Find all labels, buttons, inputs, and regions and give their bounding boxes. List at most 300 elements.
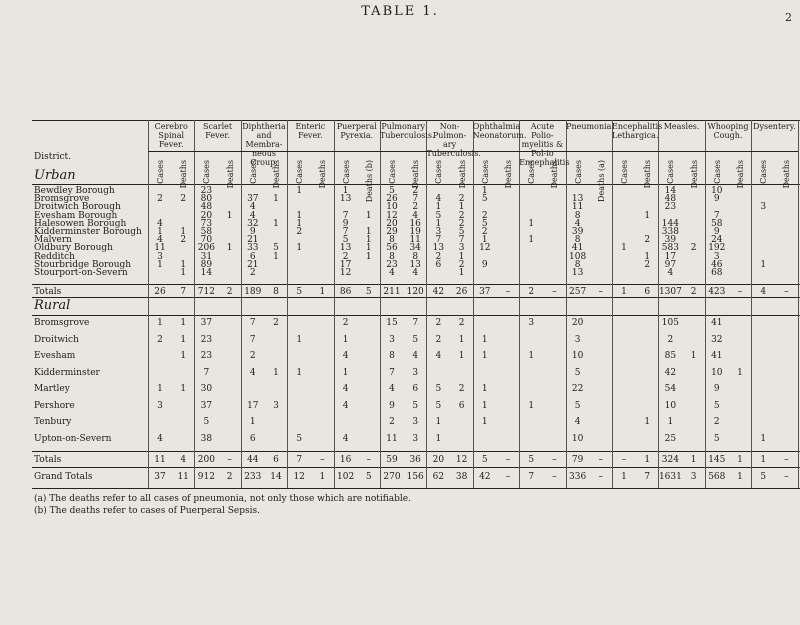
column-group-header: Ophthalmia Neonatorum. [472,122,527,140]
table-cell: 1 [296,243,303,254]
table-cell: 6 [249,251,256,262]
table-cell: 7 [528,472,535,482]
cases-subheader: Cases [156,160,165,184]
deaths-subheader: Deaths [179,160,189,189]
table-cell: 1 [644,210,651,221]
table-cell: 1 [435,218,442,229]
table-cell: 4 [157,433,163,444]
table-cell: – [621,455,627,465]
column-group-header: Acute Polio-myelitis & Pol-io Encephalitis [519,122,570,167]
table-cell: 8 [389,251,395,262]
table-cell: 13 [571,268,584,278]
table-cell: 2 [412,186,419,196]
table-cell: 7 [389,367,395,378]
table-cell: 1 [157,384,163,394]
table-row: Droitwich [34,334,79,345]
table-cell: 7 [342,210,349,221]
table-cell: 1 [737,472,743,482]
table-cell: 1 [481,417,488,427]
table-cell: 10 [711,186,723,196]
table-cell: 56 [386,243,398,254]
table-cell: 8 [574,210,581,221]
table-cell: 7 [458,235,465,246]
table-cell: 1 [458,202,465,213]
cases-subheader: Cases [434,160,444,184]
table-cell: 5 [273,243,279,254]
table-cell: – [320,455,325,465]
table-cell: 4 [157,218,163,229]
table-cell: – [505,472,511,482]
table-cell: 1 [342,186,349,196]
column-group-header: Scarlet Fever. [203,122,233,140]
table-cell: 14 [270,472,282,482]
deaths-subheader: Deaths [643,160,653,189]
table-cell: 8 [389,235,395,246]
table-cell: 6 [458,400,465,411]
footnote-text: The deaths refer to cases of Puerperal Sepsis. [49,506,260,516]
table-cell: 5 [435,400,442,411]
table-cell: 39 [571,227,584,237]
table-cell: 2 [690,287,697,297]
table-cell: 20 [432,455,445,465]
table-cell: 5 [713,400,720,411]
table-cell: 6 [249,433,256,444]
table-cell: 36 [409,455,421,465]
table-cell: 4 [574,218,581,229]
table-cell: 1 [760,433,767,444]
table-cell: 156 [406,472,424,482]
table-cell: 44 [247,455,259,465]
table-row: Evesham [34,351,76,361]
table-cell: 2 [435,251,442,262]
table-cell: 10 [571,351,584,361]
table-cell: 4 [342,351,349,361]
table-cell: 20 [200,210,213,221]
table-cell: 4 [667,268,674,278]
footnote-b [34,506,260,516]
table-cell: 6 [435,259,442,270]
table-cell: 7 [296,455,303,465]
table-cell: 1 [435,202,442,213]
table-cell: 3 [458,243,465,254]
table-cell: 23 [386,259,398,270]
table-cell: 1 [760,259,767,270]
table-cell: 1 [226,243,233,254]
table-cell: 26 [386,194,398,205]
table-cell: 9 [713,384,720,394]
table-cell: 2 [713,417,720,427]
table-cell: 5 [481,194,488,205]
table-cell: 2 [458,210,465,221]
table-cell: 1 [365,243,372,254]
table-cell: 38 [455,472,468,482]
table-cell: 6 [412,384,419,394]
table-cell: 97 [664,259,677,270]
table-cell: 2 [226,472,233,482]
table-cell: 3 [273,400,279,411]
table-cell: 7 [249,318,256,328]
table-cell: – [505,455,511,465]
table-cell: – [552,472,557,482]
table-cell: 2 [458,194,465,205]
deaths-subheader: Deaths [272,160,281,189]
table-cell: 62 [432,472,445,482]
table-cell: 1 [180,268,187,278]
table-cell: 1 [180,384,187,394]
table-cell: 24 [711,235,723,246]
table-cell: 2 [249,268,256,278]
deaths-subheader: Deaths (a) [596,160,606,202]
table-cell: 2 [157,194,163,205]
table-cell: 4 [180,455,187,465]
table-cell: 9 [713,227,720,237]
table-cell: 105 [661,318,679,328]
table-cell: 46 [711,259,723,270]
table-cell: 58 [711,218,723,229]
table-cell: 2 [458,318,465,328]
table-cell: 33 [247,243,259,254]
table-cell: 31 [200,251,213,262]
cases-subheader: Cases [480,160,490,184]
table-cell: 80 [200,194,213,205]
table-cell: 14 [664,186,677,196]
cases-subheader: Cases [202,160,212,184]
table-cell: 338 [661,227,679,237]
table-cell: 1 [528,400,535,411]
cases-subheader: Cases [620,160,629,184]
table-cell: 1 [690,455,697,465]
table-cell: 48 [664,194,677,205]
table-cell: 1 [342,334,349,345]
table-cell: 41 [571,243,584,254]
table-cell: 912 [197,472,215,482]
table-cell: 4 [342,400,349,411]
column-group-header: Encephalitis Lethargica. [612,122,663,140]
table-cell: 17 [339,259,352,270]
table-cell: 17 [247,400,259,411]
table-cell: 10 [711,367,723,378]
table-cell: 8 [412,251,419,262]
table-cell: 1 [180,351,187,361]
table-row: Kidderminster [34,367,100,378]
table-cell: 1 [365,210,372,221]
table-cell: 1 [180,227,187,237]
table-cell: – [552,287,557,297]
table-cell: 9 [713,194,720,205]
table-cell: 4 [412,268,419,278]
table-cell: 79 [571,455,584,465]
table-cell: 7 [412,318,419,328]
table-cell: 1 [435,417,442,427]
table-cell: 3 [157,400,163,411]
table-cell: 12 [386,210,398,221]
table-cell: 25 [664,433,677,444]
table-cell: 4 [412,210,419,221]
table-cell: 30 [200,384,213,394]
table-cell: – [366,455,372,465]
table-cell: 1 [342,367,349,378]
table-cell: 68 [711,268,723,278]
table-cell: 4 [249,202,256,213]
urban-label: Urban [34,168,76,183]
table-row: Evesham Borough [34,210,118,221]
table-cell: 3 [412,433,419,444]
table-cell: 1 [621,472,627,482]
table-cell: 2 [458,384,465,394]
table-cell: 1 [458,268,465,278]
table-cell: 3 [528,318,535,328]
column-group-header: Puerperal Pyrexia. [336,122,377,140]
column-group-header: Pulmonary Tuberculosis. [380,122,435,140]
column-group-header: Whooping Cough. [707,122,749,140]
table-cell: – [552,455,557,465]
table-cell: 5 [458,227,465,237]
table-cell: 2 [226,287,233,297]
table-cell: 4 [389,384,395,394]
table-cell: 1 [737,367,743,378]
table-cell: 1 [180,259,187,270]
table-cell: 13 [339,243,352,254]
table-cell: 1 [157,259,163,270]
table-cell: 58 [200,227,213,237]
table-cell: 10 [386,202,398,213]
table-cell: 1 [226,210,233,221]
table-cell: 1 [528,218,535,229]
table-cell: 12 [293,472,305,482]
table-cell: 2 [180,194,187,205]
table-cell: 3 [389,334,395,345]
table-cell: 89 [200,259,213,270]
deaths-subheader: Deaths (b) [364,160,374,203]
table-cell: 7 [435,235,442,246]
table-cell: 6 [644,287,651,297]
table-row: Bewdley Borough [34,186,115,196]
table-cell: 1 [760,455,767,465]
footnote-mark: (a) [34,494,47,504]
table-cell: 4 [342,384,349,394]
cases-subheader: Cases [759,160,769,184]
deaths-subheader: Deaths [411,160,421,189]
table-cell: 8 [574,259,581,270]
table-cell: 1 [481,235,488,246]
footnote-mark: (b) [34,506,47,516]
table-cell: 108 [569,251,587,262]
table-cell: 5 [481,218,488,229]
deaths-subheader: Deaths [457,160,467,189]
table-cell: 7 [342,227,349,237]
table-cell: 270 [383,472,401,482]
table-cell: 1 [319,472,326,482]
table-cell: 1 [296,186,303,196]
deaths-subheader: Deaths [318,160,328,189]
table-cell: 1 [273,251,279,262]
table-cell: 1 [157,227,163,237]
table-row: Oldbury Borough [34,243,113,254]
table-cell: 16 [409,218,421,229]
table-cell: 2 [435,318,442,328]
table-cell: 1 [296,218,303,229]
table-cell: 7 [203,367,210,378]
table-cell: 324 [661,455,679,465]
subheader-rule [148,151,798,152]
table-cell: 1 [180,318,187,328]
table-cell: 13 [571,194,584,205]
table-cell: 12 [455,455,468,465]
rural-totals-row: Totals [34,455,62,465]
table-cell: 1 [458,334,465,345]
table-cell: 7 [644,472,651,482]
table-cell: 1 [528,351,535,361]
cases-subheader: Cases [388,160,397,184]
table-cell: 42 [432,287,445,297]
table-row: Bromsgrove [34,194,90,205]
table-cell: 200 [197,455,215,465]
table-cell: 2 [644,235,651,246]
table-cell: 7 [249,334,256,345]
table-cell: 2 [528,287,535,297]
table-cell: 13 [432,243,445,254]
table-cell: – [505,287,511,297]
table-cell: 54 [664,384,677,394]
table-cell: 1 [481,351,488,361]
table-cell: 5 [435,384,442,394]
table-row: Halesowen Borough [34,218,127,229]
table-cell: 2 [458,218,465,229]
column-divider [473,120,474,488]
column-group-header: Non-Pulmon-ary Tuberculosis. [426,122,481,158]
column-divider [798,120,799,488]
table-cell: 1 [273,218,279,229]
table-cell: 1 [481,334,488,345]
table-cell: 1 [180,334,187,345]
table-row: Redditch [34,251,75,262]
table-row: Upton-on-Severn [34,433,112,444]
table-cell: 1 [296,334,303,345]
table-cell: 3 [690,472,697,482]
table-cell: 14 [200,268,213,278]
table-cell: 11 [154,243,166,254]
table-cell: 2 [157,334,163,345]
table-cell: 37 [479,287,491,297]
table-cell: 1 [644,455,651,465]
table-cell: 3 [157,251,163,262]
table-cell: 3 [412,417,419,427]
table-cell: 2 [458,259,465,270]
table-cell: 2 [435,334,442,345]
table-cell: 145 [708,455,726,465]
table-cell: 23 [200,351,213,361]
table-cell: 34 [409,243,421,254]
table-cell: 8 [273,287,279,297]
table-cell: 1 [273,367,279,378]
table-cell: 4 [249,210,256,221]
table-cell: 206 [197,243,215,254]
table-cell: 73 [200,218,213,229]
table-cell: 17 [664,251,677,262]
table-cell: 1 [621,243,627,254]
deaths-subheader: Deaths [782,160,792,189]
table-cell: 2 [644,259,651,270]
table-cell: 11 [177,472,189,482]
table-cell: 336 [569,472,587,482]
table-row: Tenbury [34,417,72,427]
table-cell: 70 [200,235,213,246]
deaths-subheader: Deaths [550,160,560,189]
table-cell: – [784,455,789,465]
table-row: Malvern [34,235,72,246]
table-cell: 3 [435,227,442,237]
district-header: District. [34,152,72,162]
table-cell: 1 [481,186,488,196]
table-cell: 2 [667,334,674,345]
table-cell: 5 [435,210,442,221]
table-cell: 5 [481,455,488,465]
cases-subheader: Cases [573,160,583,184]
table-cell: 233 [244,472,262,482]
table-cell: 26 [154,287,166,297]
table-cell: 12 [339,268,352,278]
cases-subheader: Cases [248,160,258,184]
table-cell: 12 [479,243,491,254]
deaths-subheader: Deaths [689,160,699,189]
table-cell: 5 [296,287,303,297]
table-cell: 48 [200,202,213,213]
table-cell: 3 [760,202,767,213]
table-cell: 7 [412,194,419,205]
table-cell: – [598,472,604,482]
table-cell: 4 [412,351,419,361]
table-cell: 29 [386,227,398,237]
table-cell: 2 [180,235,187,246]
table-cell: 1 [528,235,535,246]
table-cell: 1 [249,417,256,427]
table-row: Pershore [34,400,75,411]
table-cell: 2 [690,243,697,254]
table-cell: 4 [249,367,256,378]
table-cell: – [737,287,743,297]
table-cell: 102 [337,472,355,482]
table-cell: 5 [760,472,767,482]
table-cell: 37 [154,472,166,482]
table-cell: 13 [409,259,421,270]
table-row: Droitwich Borough [34,202,121,213]
grand-totals-row: Grand Totals [34,472,93,482]
deaths-subheader: Deaths [736,160,745,189]
table-cell: 26 [455,287,468,297]
table-cell: 15 [386,318,398,328]
table-cell: 22 [571,384,584,394]
table-cell: 2 [389,417,395,427]
table-cell: 9 [342,218,349,229]
footnote-text: The deaths refer to all cases of pneumonia, not only those which are notifiable. [49,494,411,504]
cases-subheader: Cases [712,160,722,184]
table-cell: 9 [481,259,488,270]
table-cell: 4 [389,268,395,278]
page-number: 2 [785,11,792,24]
table-cell: 41 [711,318,723,328]
cases-subheader: Cases [341,160,351,184]
table-cell: 13 [339,194,352,205]
table-cell: 1631 [658,472,682,482]
table-cell: 11 [154,455,166,465]
table-cell: 11 [571,202,584,213]
table-cell: 7 [713,210,720,221]
table-cell: 568 [708,472,726,482]
table-cell: 37 [247,194,259,205]
table-cell: 38 [200,433,213,444]
table-cell: 5 [574,400,581,411]
table-cell: 3 [574,334,581,345]
